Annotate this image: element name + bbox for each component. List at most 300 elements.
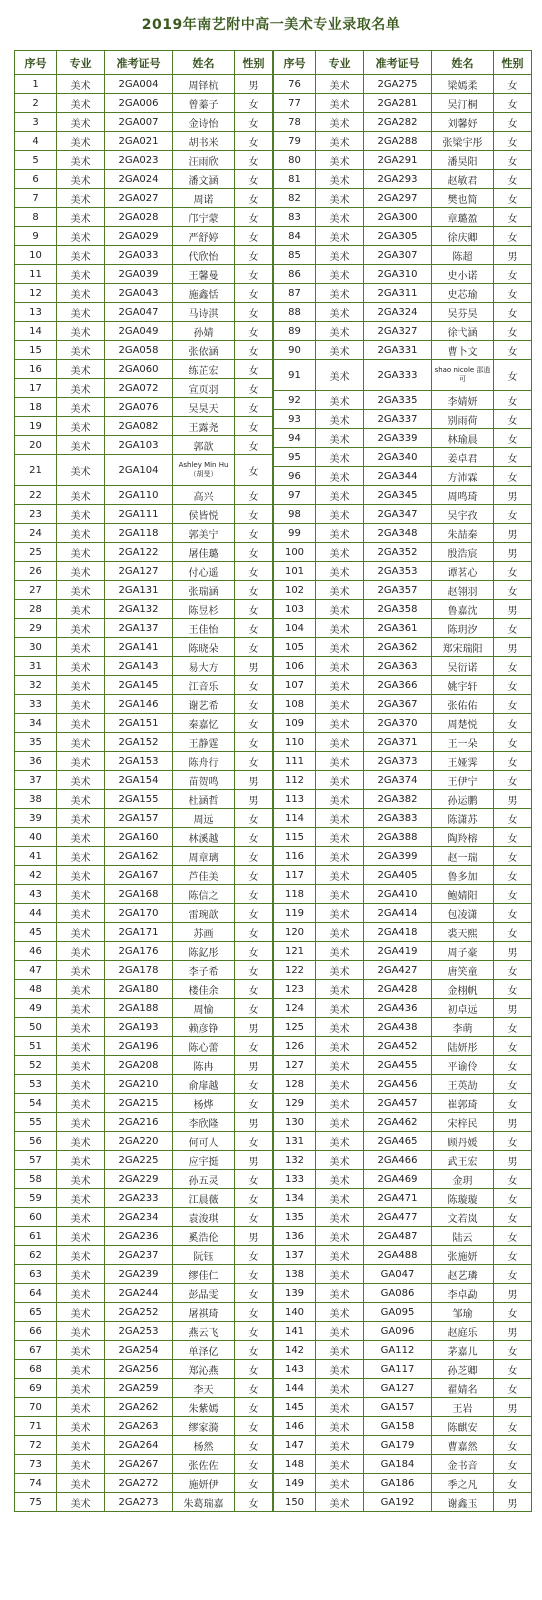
cell-gender: 女 (494, 322, 532, 341)
cell-name: 金栩帆 (432, 980, 494, 999)
table-row (15, 1056, 273, 1075)
cell-major: 美术 (57, 227, 105, 246)
table-row (274, 467, 532, 486)
cell-serial: 96 (274, 467, 316, 486)
table-row (15, 436, 273, 455)
table-row (15, 1284, 273, 1303)
cell-name: 陈釔彤 (173, 942, 235, 961)
table-row (15, 961, 273, 980)
header-gender: 性别 (494, 51, 532, 75)
cell-exam-id: 2GA208 (105, 1056, 173, 1075)
table-row (274, 961, 532, 980)
cell-name: 陈信之 (173, 885, 235, 904)
cell-gender: 女 (494, 227, 532, 246)
cell-name: 季之凡 (432, 1474, 494, 1493)
table-row (274, 657, 532, 676)
cell-serial: 82 (274, 189, 316, 208)
cell-serial: 135 (274, 1208, 316, 1227)
cell-exam-id: 2GA331 (364, 341, 432, 360)
cell-exam-id: 2GA021 (105, 132, 173, 151)
cell-major: 美术 (57, 999, 105, 1018)
cell-name: 周鸣琦 (432, 486, 494, 505)
cell-exam-id: 2GA427 (364, 961, 432, 980)
cell-exam-id: 2GA049 (105, 322, 173, 341)
cell-exam-id: 2GA436 (364, 999, 432, 1018)
cell-major: 美术 (316, 1132, 364, 1151)
cell-serial: 117 (274, 866, 316, 885)
cell-gender: 女 (494, 1303, 532, 1322)
cell-exam-id: 2GA004 (105, 75, 173, 94)
cell-exam-id: 2GA371 (364, 733, 432, 752)
cell-exam-id: 2GA348 (364, 524, 432, 543)
cell-name: 燕云飞 (173, 1322, 235, 1341)
cell-serial: 59 (15, 1189, 57, 1208)
cell-gender: 女 (235, 1436, 273, 1455)
cell-name: 江晨薇 (173, 1189, 235, 1208)
cell-major: 美术 (57, 1113, 105, 1132)
cell-gender: 女 (235, 980, 273, 999)
cell-exam-id: 2GA143 (105, 657, 173, 676)
cell-major: 美术 (57, 1094, 105, 1113)
cell-gender: 男 (235, 1018, 273, 1037)
cell-gender: 女 (494, 303, 532, 322)
cell-serial: 69 (15, 1379, 57, 1398)
cell-serial: 106 (274, 657, 316, 676)
cell-serial: 56 (15, 1132, 57, 1151)
table-row (15, 151, 273, 170)
table-row (274, 847, 532, 866)
cell-gender: 女 (235, 1170, 273, 1189)
table-row (15, 790, 273, 809)
cell-major: 美术 (57, 284, 105, 303)
table-row (15, 1189, 273, 1208)
header-gender: 性别 (235, 51, 273, 75)
cell-major: 美术 (57, 581, 105, 600)
cell-serial: 144 (274, 1379, 316, 1398)
cell-name: 陆妍彤 (432, 1037, 494, 1056)
cell-name: 赵一瑞 (432, 847, 494, 866)
cell-exam-id: GA095 (364, 1303, 432, 1322)
cell-exam-id: 2GA171 (105, 923, 173, 942)
table-row (15, 904, 273, 923)
table-row (15, 189, 273, 208)
cell-serial: 77 (274, 94, 316, 113)
cell-major: 美术 (57, 436, 105, 455)
cell-serial: 92 (274, 391, 316, 410)
cell-gender: 女 (235, 151, 273, 170)
cell-name: 茅嘉儿 (432, 1341, 494, 1360)
cell-name: 裘天熙 (432, 923, 494, 942)
cell-serial: 81 (274, 170, 316, 189)
cell-name: 周铎杭 (173, 75, 235, 94)
cell-serial: 94 (274, 429, 316, 448)
cell-gender: 男 (494, 1322, 532, 1341)
cell-gender: 女 (235, 676, 273, 695)
table-row (15, 923, 273, 942)
cell-serial: 75 (15, 1493, 57, 1512)
header-name: 姓名 (432, 51, 494, 75)
table-row (15, 562, 273, 581)
header-serial: 序号 (15, 51, 57, 75)
cell-gender: 男 (494, 790, 532, 809)
table-row (274, 885, 532, 904)
cell-serial: 39 (15, 809, 57, 828)
cell-major: 美术 (316, 562, 364, 581)
cell-serial: 143 (274, 1360, 316, 1379)
cell-gender: 男 (494, 1398, 532, 1417)
cell-gender: 男 (494, 999, 532, 1018)
cell-name: 林溪越 (173, 828, 235, 847)
cell-serial: 124 (274, 999, 316, 1018)
cell-gender: 女 (494, 980, 532, 999)
cell-gender: 女 (235, 1132, 273, 1151)
cell-major: 美术 (316, 581, 364, 600)
cell-major: 美术 (57, 455, 105, 486)
cell-major: 美术 (316, 676, 364, 695)
cell-serial: 132 (274, 1151, 316, 1170)
cell-gender: 女 (235, 436, 273, 455)
cell-name: 谢鑫玉 (432, 1493, 494, 1512)
cell-name: 徐庆卿 (432, 227, 494, 246)
cell-major: 美术 (57, 562, 105, 581)
cell-major: 美术 (57, 942, 105, 961)
cell-exam-id: 2GA340 (364, 448, 432, 467)
cell-name: Ashley Min Hu（胡旻） (173, 455, 235, 486)
cell-name: 武王宏 (432, 1151, 494, 1170)
table-row (274, 1417, 532, 1436)
cell-major: 美术 (316, 1189, 364, 1208)
cell-major: 美术 (57, 1056, 105, 1075)
cell-exam-id: 2GA335 (364, 391, 432, 410)
cell-serial: 137 (274, 1246, 316, 1265)
cell-gender: 女 (235, 714, 273, 733)
table-row (15, 1113, 273, 1132)
cell-exam-id: 2GA300 (364, 208, 432, 227)
cell-name: 雷琬歆 (173, 904, 235, 923)
cell-exam-id: GA117 (364, 1360, 432, 1379)
cell-serial: 76 (274, 75, 316, 94)
table-row (274, 638, 532, 657)
cell-major: 美术 (316, 999, 364, 1018)
cell-name: 吴衍诺 (432, 657, 494, 676)
cell-major: 美术 (57, 1075, 105, 1094)
table-row (274, 1056, 532, 1075)
cell-exam-id: 2GA272 (105, 1474, 173, 1493)
cell-serial: 130 (274, 1113, 316, 1132)
cell-gender: 女 (235, 1284, 273, 1303)
cell-gender: 女 (494, 505, 532, 524)
cell-gender: 女 (235, 1037, 273, 1056)
cell-name: 王英劼 (432, 1075, 494, 1094)
cell-exam-id: 2GA145 (105, 676, 173, 695)
cell-serial: 119 (274, 904, 316, 923)
cell-serial: 134 (274, 1189, 316, 1208)
cell-gender: 女 (494, 771, 532, 790)
cell-exam-id: 2GA363 (364, 657, 432, 676)
cell-major: 美术 (316, 1398, 364, 1417)
cell-gender: 女 (235, 1398, 273, 1417)
cell-exam-id: 2GA388 (364, 828, 432, 847)
cell-exam-id: 2GA333 (364, 360, 432, 391)
table-row (274, 1493, 532, 1512)
cell-gender: 女 (235, 543, 273, 562)
cell-serial: 21 (15, 455, 57, 486)
cell-exam-id: GA184 (364, 1455, 432, 1474)
cell-name: 邹瑜 (432, 1303, 494, 1322)
header-major: 专业 (316, 51, 364, 75)
cell-exam-id: 2GA233 (105, 1189, 173, 1208)
cell-major: 美术 (316, 1455, 364, 1474)
cell-gender: 女 (235, 505, 273, 524)
cell-name: 王静霆 (173, 733, 235, 752)
cell-gender: 女 (494, 1132, 532, 1151)
cell-major: 美术 (57, 885, 105, 904)
cell-gender: 女 (235, 1189, 273, 1208)
cell-major: 美术 (316, 208, 364, 227)
table-row (15, 1360, 273, 1379)
cell-serial: 140 (274, 1303, 316, 1322)
cell-gender: 女 (235, 455, 273, 486)
cell-name: 练芷宏 (173, 360, 235, 379)
cell-exam-id: 2GA345 (364, 486, 432, 505)
cell-serial: 138 (274, 1265, 316, 1284)
table-row (274, 1455, 532, 1474)
cell-gender: 女 (235, 94, 273, 113)
cell-major: 美术 (57, 847, 105, 866)
cell-exam-id: 2GA043 (105, 284, 173, 303)
table-row (15, 246, 273, 265)
cell-name: 郑宋瑞阳 (432, 638, 494, 657)
cell-major: 美术 (316, 1246, 364, 1265)
table-row (274, 771, 532, 790)
table-row (15, 619, 273, 638)
cell-major: 美术 (57, 790, 105, 809)
cell-major: 美术 (57, 752, 105, 771)
cell-name: 阮钰 (173, 1246, 235, 1265)
cell-serial: 86 (274, 265, 316, 284)
cell-major: 美术 (316, 360, 364, 391)
cell-exam-id: 2GA122 (105, 543, 173, 562)
cell-gender: 男 (494, 1284, 532, 1303)
cell-exam-id: 2GA469 (364, 1170, 432, 1189)
cell-serial: 128 (274, 1075, 316, 1094)
cell-major: 美术 (316, 265, 364, 284)
cell-exam-id: 2GA358 (364, 600, 432, 619)
cell-exam-id: GA127 (364, 1379, 432, 1398)
cell-serial: 101 (274, 562, 316, 581)
cell-major: 美术 (57, 1170, 105, 1189)
cell-major: 美术 (316, 1018, 364, 1037)
table-row (274, 752, 532, 771)
cell-major: 美术 (57, 714, 105, 733)
cell-serial: 14 (15, 322, 57, 341)
cell-exam-id: 2GA137 (105, 619, 173, 638)
cell-name: 屠祺琦 (173, 1303, 235, 1322)
cell-name: 胡书米 (173, 132, 235, 151)
table-row (274, 923, 532, 942)
cell-gender: 女 (494, 1208, 532, 1227)
cell-serial: 149 (274, 1474, 316, 1493)
cell-serial: 78 (274, 113, 316, 132)
cell-exam-id: 2GA131 (105, 581, 173, 600)
cell-exam-id: 2GA162 (105, 847, 173, 866)
cell-gender: 女 (494, 676, 532, 695)
cell-exam-id: 2GA193 (105, 1018, 173, 1037)
cell-gender: 女 (494, 94, 532, 113)
cell-name: 谢艺希 (173, 695, 235, 714)
cell-name: 张梁宇彤 (432, 132, 494, 151)
cell-serial: 147 (274, 1436, 316, 1455)
cell-exam-id: 2GA060 (105, 360, 173, 379)
cell-gender: 女 (235, 885, 273, 904)
cell-name: 陈冉 (173, 1056, 235, 1075)
cell-major: 美术 (316, 885, 364, 904)
cell-major: 美术 (57, 94, 105, 113)
cell-name: 彭晶雯 (173, 1284, 235, 1303)
cell-name: 赵翎羽 (432, 581, 494, 600)
cell-name: 李子希 (173, 961, 235, 980)
cell-serial: 15 (15, 341, 57, 360)
table-row (274, 524, 532, 543)
table-row (15, 379, 273, 398)
cell-major: 美术 (316, 923, 364, 942)
cell-major: 美术 (316, 1303, 364, 1322)
table-header-row (274, 51, 532, 75)
cell-name: 宋梓民 (432, 1113, 494, 1132)
header-major: 专业 (57, 51, 105, 75)
cell-major: 美术 (316, 524, 364, 543)
cell-serial: 136 (274, 1227, 316, 1246)
cell-name: 陈潇苏 (432, 809, 494, 828)
cell-exam-id: 2GA151 (105, 714, 173, 733)
table-row (15, 1094, 273, 1113)
cell-serial: 97 (274, 486, 316, 505)
cell-exam-id: 2GA267 (105, 1455, 173, 1474)
cell-gender: 女 (235, 733, 273, 752)
cell-gender: 女 (494, 448, 532, 467)
cell-serial: 113 (274, 790, 316, 809)
cell-gender: 女 (235, 961, 273, 980)
cell-gender: 女 (235, 189, 273, 208)
table-row (15, 208, 273, 227)
cell-gender: 女 (494, 866, 532, 885)
cell-name: 吴宇孜 (432, 505, 494, 524)
cell-exam-id: 2GA339 (364, 429, 432, 448)
cell-serial: 104 (274, 619, 316, 638)
cell-serial: 103 (274, 600, 316, 619)
cell-gender: 女 (235, 360, 273, 379)
cell-serial: 8 (15, 208, 57, 227)
cell-name: 付心遥 (173, 562, 235, 581)
cell-major: 美术 (316, 809, 364, 828)
cell-name: 鲁嘉沈 (432, 600, 494, 619)
cell-exam-id: 2GA487 (364, 1227, 432, 1246)
table-row (15, 866, 273, 885)
cell-exam-id: 2GA141 (105, 638, 173, 657)
cell-serial: 121 (274, 942, 316, 961)
cell-exam-id: 2GA291 (364, 151, 432, 170)
cell-gender: 女 (494, 1094, 532, 1113)
cell-exam-id: 2GA253 (105, 1322, 173, 1341)
cell-major: 美术 (316, 486, 364, 505)
table-row (15, 75, 273, 94)
table-row (15, 1455, 273, 1474)
cell-name: 周章璃 (173, 847, 235, 866)
cell-name: 宣页羽 (173, 379, 235, 398)
table-row (274, 1075, 532, 1094)
cell-major: 美术 (57, 322, 105, 341)
cell-name: 侯皆悦 (173, 505, 235, 524)
cell-major: 美术 (57, 1398, 105, 1417)
cell-serial: 19 (15, 417, 57, 436)
cell-exam-id: 2GA366 (364, 676, 432, 695)
table-row (274, 809, 532, 828)
cell-major: 美术 (57, 1208, 105, 1227)
cell-serial: 30 (15, 638, 57, 657)
cell-gender: 女 (235, 999, 273, 1018)
cell-exam-id: 2GA456 (364, 1075, 432, 1094)
cell-gender: 女 (494, 360, 532, 391)
cell-exam-id: 2GA006 (105, 94, 173, 113)
cell-name: 孙婧 (173, 322, 235, 341)
table-row (274, 1037, 532, 1056)
cell-exam-id: 2GA082 (105, 417, 173, 436)
cell-gender: 女 (235, 600, 273, 619)
table-row (15, 1132, 273, 1151)
cell-major: 美术 (57, 657, 105, 676)
cell-major: 美术 (316, 341, 364, 360)
cell-name: 平谕伶 (432, 1056, 494, 1075)
cell-exam-id: 2GA167 (105, 866, 173, 885)
cell-exam-id: 2GA216 (105, 1113, 173, 1132)
table-row (274, 429, 532, 448)
cell-major: 美术 (316, 429, 364, 448)
cell-major: 美术 (57, 638, 105, 657)
cell-exam-id: 2GA405 (364, 866, 432, 885)
cell-major: 美术 (316, 75, 364, 94)
cell-gender: 男 (494, 942, 532, 961)
cell-gender: 女 (235, 1341, 273, 1360)
cell-serial: 25 (15, 543, 57, 562)
cell-name: 施鑫恬 (173, 284, 235, 303)
cell-major: 美术 (316, 94, 364, 113)
cell-exam-id: 2GA023 (105, 151, 173, 170)
cell-gender: 女 (494, 714, 532, 733)
cell-gender: 女 (235, 1246, 273, 1265)
table-row (15, 1398, 273, 1417)
cell-exam-id: 2GA465 (364, 1132, 432, 1151)
cell-major: 美术 (316, 543, 364, 562)
cell-serial: 148 (274, 1455, 316, 1474)
cell-name: 汪雨欣 (173, 151, 235, 170)
table-row (274, 1303, 532, 1322)
cell-gender: 女 (235, 1075, 273, 1094)
cell-exam-id: 2GA220 (105, 1132, 173, 1151)
cell-exam-id: 2GA275 (364, 75, 432, 94)
cell-gender: 女 (494, 341, 532, 360)
cell-exam-id: GA186 (364, 1474, 432, 1493)
cell-gender: 女 (494, 189, 532, 208)
cell-exam-id: 2GA353 (364, 562, 432, 581)
cell-gender: 女 (235, 923, 273, 942)
cell-major: 美术 (57, 1360, 105, 1379)
admission-table-left (14, 50, 273, 1512)
header-name: 姓名 (173, 51, 235, 75)
cell-exam-id: GA086 (364, 1284, 432, 1303)
cell-name: 包凌潇 (432, 904, 494, 923)
cell-serial: 95 (274, 448, 316, 467)
cell-serial: 38 (15, 790, 57, 809)
